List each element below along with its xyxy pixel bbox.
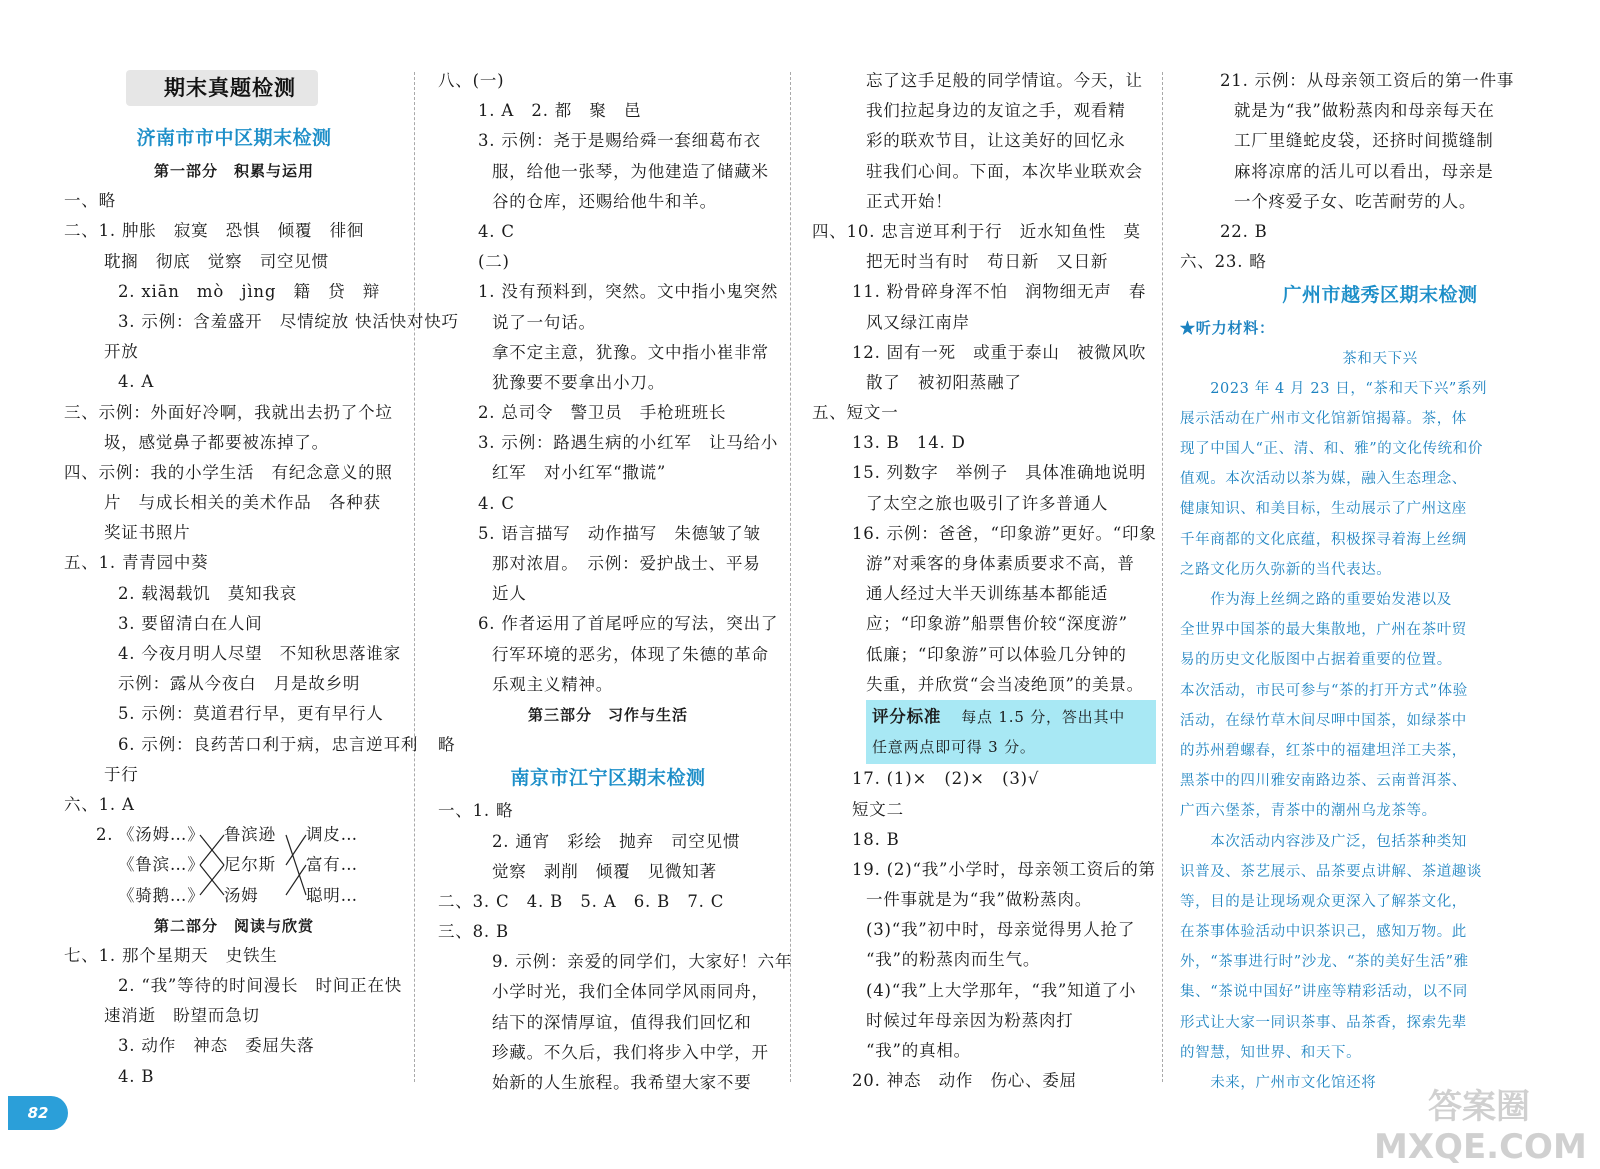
watermark: 答案圈 MXQE.COM — [1374, 1087, 1587, 1167]
matching-item: 《鲁滨…》 — [118, 855, 205, 875]
answer-line: 2. xiān mò jìng 籍 贷 辩 — [118, 281, 380, 301]
answer-line: 3. 动作 神态 委屈失落 — [118, 1036, 315, 1056]
answer-line: 4. 今夜月明人尽望 不知秋思落谁家 — [118, 644, 401, 663]
answer-list — [812, 66, 1157, 700]
article-line: 识普及、茶艺展示、品茶要点讲解、茶道趣谈 — [1180, 863, 1482, 880]
article-line: 作为海上丝绸之路的重要始发港以及 — [1180, 592, 1452, 608]
answer-line: 18. B — [852, 829, 900, 849]
article-line: 的智慧，知世界、和天下。 — [1180, 1044, 1362, 1061]
answer-line: 风又绿江南岸 — [866, 312, 970, 332]
article-line: 本次活动，市民可参与“茶的打开方式”体验 — [1180, 682, 1468, 699]
answer-line: 短文二 — [852, 799, 904, 819]
answer-line: 行军环境的恶劣，体现了朱德的革命 — [492, 644, 769, 664]
column-3 — [812, 66, 1157, 1096]
answer-list — [438, 796, 793, 1098]
answer-line: 驻我们心间。下面，本次毕业联欢会 — [866, 161, 1143, 181]
answer-line: 彩的联欢节目，让这美好的回忆永 — [866, 131, 1126, 151]
answer-line: 圾，感觉鼻子都要被冻掉了。 — [104, 432, 329, 452]
answer-line: 二、1. 肿胀 寂寞 恐惧 倾覆 徘徊 — [64, 221, 365, 241]
matching-question — [64, 820, 404, 911]
answer-line: 乐观主义精神。 — [492, 674, 614, 694]
answer-line: 2. “我”等待的时间漫长 时间正在快 — [118, 976, 403, 996]
answer-line: 3. 示例：含羞盛开 尽情绽放 快活快对快巧 — [118, 311, 459, 331]
answer-line: 犹豫要不要拿出小刀。 — [492, 372, 665, 392]
answer-line: 三、8. B — [438, 922, 509, 942]
article-line: 之路文化历久弥新的当代表达。 — [1180, 561, 1392, 578]
article-line: 千年商都的文化底蕴，积极探寻着海上丝绸 — [1180, 531, 1467, 548]
answer-list — [64, 186, 459, 820]
answer-line: 麻将凉席的活儿可以看出，母亲是 — [1234, 161, 1494, 181]
answer-line: 4. B — [118, 1066, 155, 1086]
answer-line: 拿不定主意，犹豫。文中指小崔非常 — [492, 342, 769, 362]
answer-line: 八、(一) — [438, 71, 505, 90]
answer-line: 低廉；“印象游”可以体验几分钟的 — [866, 644, 1127, 664]
article-title: 茶和天下兴 — [1342, 350, 1418, 367]
answer-line: 正式开始！ — [866, 191, 953, 211]
answer-line: 五、1. 青青园中葵 — [64, 553, 209, 573]
answer-line: (二) — [478, 252, 510, 272]
matching-item: 鲁滨逊 — [224, 825, 276, 845]
answer-line: 那对浓眉。 示例：爱护战士、平易 — [492, 554, 761, 573]
column-1 — [64, 120, 459, 1092]
answer-line: 了太空之旅也吸引了许多普通人 — [866, 493, 1109, 513]
section-title: 南京市江宁区期末检测 — [510, 767, 706, 790]
part-title: 第二部分 阅读与欣赏 — [153, 916, 314, 935]
article-line: 黑茶中的四川雅安南路边茶、云南普洱茶、 — [1180, 773, 1467, 790]
answer-line: (3)“我”初中时，母亲觉得男人抢了 — [866, 920, 1136, 940]
article-line: 集、“茶说中国好”讲座等精彩活动，以不同 — [1180, 984, 1468, 1001]
answer-line: 4. C — [478, 493, 515, 513]
scoring-text: 任意两点即可得 3 分。 — [872, 738, 1036, 757]
answer-line: 3. 示例：尧于是赐给舜一套细葛布衣 — [478, 131, 761, 151]
answer-line: 近人 — [492, 584, 527, 604]
matching-item: 《汤姆…》 — [118, 825, 205, 845]
answer-line: 四、示例：我的小学生活 有纪念意义的照 — [64, 462, 393, 482]
answer-line: 始新的人生旅程。我希望大家不要 — [492, 1073, 752, 1092]
article-line: 外，“茶事进行时”沙龙、“茶的美好生活”雅 — [1180, 954, 1469, 971]
answer-line: 把无时当有时 苟日新 又日新 — [866, 252, 1109, 272]
answer-line: 时候过年母亲因为粉蒸肉打 — [866, 1010, 1074, 1030]
scoring-text: 每点 1.5 分，答出其中 — [961, 707, 1126, 726]
matching-item: 调皮… — [306, 825, 358, 845]
page-title: 期末真题检测 — [126, 70, 318, 106]
answer-line: 游”对乘客的身体素质要求不高，普 — [866, 554, 1135, 573]
answer-line: 一件事就是为“我”做粉蒸肉。 — [866, 890, 1093, 910]
answer-line: 2. 总司令 警卫员 手枪班班长 — [478, 403, 727, 423]
listening-label: ★听力材料： — [1180, 319, 1275, 338]
answer-line: 红军 对小红军“撒谎” — [492, 463, 667, 483]
section-title: 济南市市中区期末检测 — [136, 127, 332, 149]
answer-line: 谷的仓库，还赐给他牛和羊。 — [492, 191, 717, 211]
column-2 — [438, 66, 793, 1098]
answer-line: 12. 固有一死 或重于泰山 被微风吹 — [852, 342, 1147, 362]
column-divider — [414, 72, 415, 1082]
answer-line: 11. 粉骨碎身浑不怕 润物细无声 春 — [852, 282, 1147, 302]
article-line: 健康知识、和美目标，生动展示了广州这座 — [1180, 501, 1467, 518]
article-line: 易的历史文化版图中占据着重要的位置。 — [1180, 652, 1452, 669]
answer-line: 一、略 — [64, 191, 116, 211]
page-number: 82 — [8, 1096, 68, 1130]
answer-line: 19. (2)“我”小学时，母亲领工资后的第 — [852, 859, 1156, 879]
answer-line: 七、1. 那个星期天 史铁生 — [64, 945, 278, 965]
answer-line: 示例：露从今夜白 月是故乡明 — [118, 674, 361, 694]
answer-line: 4. C — [478, 221, 515, 241]
answer-line: 15. 列数字 举例子 具体准确地说明 — [852, 463, 1147, 483]
answer-line: 20. 神态 动作 伤心、委屈 — [852, 1071, 1077, 1091]
answer-list — [64, 941, 404, 1092]
article-line: 全世界中国茶的最大集散地，广州在茶叶贸 — [1180, 622, 1467, 639]
answer-line: 2. 通宵 彩绘 抛弃 司空见惯 — [492, 831, 741, 851]
answer-line: 耽搁 彻底 觉察 司空见惯 — [104, 251, 329, 271]
answer-line: 2. 载渴载饥 莫知我哀 — [118, 583, 298, 603]
matching-item: 富有… — [306, 855, 358, 875]
answer-line: 四、10. 忠言逆耳利于行 近水知鱼性 莫 — [812, 221, 1141, 241]
part-title: 第三部分 习作与生活 — [527, 705, 688, 724]
answer-line: 说了一句话。 — [492, 312, 596, 332]
answer-line: 22. B — [1220, 221, 1268, 241]
answer-line: 5. 语言描写 动作描写 朱德皱了皱 — [478, 523, 761, 543]
article-line: 现了中国人“正、清、和、雅”的文化传统和价 — [1180, 441, 1483, 458]
answer-line: 17. (1)× (2)× (3)√ — [852, 769, 1040, 789]
answer-line: 13. B 14. D — [852, 433, 966, 453]
answer-line: 六、1. A — [64, 794, 135, 814]
answer-line: 应；“印象游”船票售价较“深度游” — [866, 614, 1128, 634]
answer-list — [812, 764, 1156, 1096]
answer-line: (4)“我”上大学那年，“我”知道了小 — [866, 980, 1137, 1000]
answer-line: 一、1. 略 — [438, 801, 514, 821]
answer-line: 三、示例：外面好冷啊，我就出去扔了个垃 — [64, 402, 393, 422]
answer-line: 结下的深情厚谊，值得我们回忆和 — [492, 1012, 752, 1032]
answer-line: 片 与成长相关的美术作品 各种获 — [104, 493, 381, 513]
answer-line: 一个疼爱子女、吃苦耐劳的人。 — [1234, 191, 1477, 211]
answer-line: 3. 示例：路遇生病的小红军 让马给小 — [478, 433, 779, 453]
part-title: 第一部分 积累与运用 — [153, 162, 314, 180]
answer-line: 二、3. C 4. B 5. A 6. B 7. C — [438, 891, 725, 911]
article-line: 在茶事体验活动中识茶识己，感知万物。此 — [1180, 924, 1467, 941]
answer-line: 3. 要留清白在人间 — [118, 613, 263, 633]
scoring-box — [866, 700, 1156, 764]
answer-line: 珍藏。不久后，我们将步入中学，开 — [492, 1042, 769, 1062]
article-line: 2023 年 4 月 23 日，“茶和天下兴”系列 — [1180, 380, 1488, 397]
scoring-label: 评分标准 — [872, 706, 942, 726]
matching-label: 2. — [96, 825, 114, 845]
answer-line: 我们拉起身边的友谊之手，观看精 — [866, 101, 1126, 121]
omit-text: 略 — [438, 735, 456, 755]
article-line: 本次活动内容涉及广泛，包括茶种类知 — [1180, 833, 1467, 850]
article-line: 未来，广州市文化馆还将 — [1180, 1075, 1377, 1091]
answer-line: 就是为“我”做粉蒸肉和母亲每天在 — [1234, 101, 1495, 121]
answer-line: “我”的真相。 — [866, 1041, 971, 1060]
answer-line: 于行 — [104, 764, 139, 784]
answer-line: 失重，并欣赏“会当凌绝顶”的美景。 — [866, 674, 1144, 694]
answer-line: 散了 被初阳蒸融了 — [866, 372, 1022, 392]
answer-line: 4. A — [118, 372, 155, 392]
matching-item: 汤姆 — [224, 885, 259, 905]
column-divider — [790, 72, 791, 1082]
answer-line: 21. 示例：从母亲领工资后的第一件事 — [1220, 71, 1515, 90]
answer-line: 服，给他一张琴，为他建造了储藏米 — [492, 161, 769, 181]
answer-line: 忘了这手足般的同学情谊。今天，让 — [866, 71, 1143, 90]
answer-line: 小学时光，我们全体同学风雨同舟， — [492, 982, 769, 1002]
answer-line: 通人经过大半天训练基本都能适 — [866, 584, 1109, 604]
answer-line: “我”的粉蒸肉而生气。 — [866, 950, 1041, 970]
answer-line: 六、23. 略 — [1180, 252, 1267, 272]
article-line: 活动，在绿竹草木间尽呷中国茶，如绿茶中 — [1180, 712, 1467, 729]
answer-line: 9. 示例：亲爱的同学们，大家好！六年 — [492, 952, 793, 972]
matching-item: 聪明… — [306, 885, 358, 905]
article-line: 广西六堡茶，青茶中的潮州乌龙茶等。 — [1180, 803, 1437, 820]
answer-line: 1. A 2. 都 聚 邑 — [478, 101, 642, 121]
article-line: 形式让大家一同识茶事、品茶香，探索先辈 — [1180, 1014, 1467, 1031]
answer-line: 五、短文一 — [812, 403, 899, 423]
article-line: 值观。本次活动以茶为媒，融入生态理念、 — [1180, 471, 1467, 488]
column-4 — [1180, 66, 1580, 1098]
answer-line: 工厂里缝蛇皮袋，还挤时间揽缝制 — [1234, 131, 1494, 151]
article-body — [1180, 374, 1580, 1099]
answer-line: 5. 示例：莫道君行早，更有早行人 — [118, 704, 384, 724]
answer-line: 速消逝 盼望而急切 — [104, 1006, 260, 1026]
article-line: 的苏州碧螺春，红茶中的福建坦洋工夫茶， — [1180, 742, 1467, 759]
matching-item: 《骑鹅…》 — [118, 885, 205, 905]
article-line: 等，目的是让现场观众更深入了解茶文化， — [1180, 893, 1467, 910]
answer-line: 6. 示例：良药苦口利于病，忠言逆耳利 — [118, 734, 419, 754]
answer-line: 奖证书照片 — [104, 523, 191, 543]
answer-line: 16. 示例：爸爸，“印象游”更好。“印象 — [852, 523, 1157, 543]
answer-list — [1180, 66, 1580, 277]
answer-line: 1. 没有预料到，突然。文中指小鬼突然 — [478, 282, 779, 302]
answer-line: 开放 — [104, 342, 139, 362]
article-line: 展示活动在广州市文化馆新馆揭幕。茶，体 — [1180, 410, 1467, 427]
column-divider — [1162, 72, 1163, 1082]
answer-list — [438, 66, 778, 700]
answer-line: 觉察 剥削 倾覆 见微知著 — [492, 861, 717, 881]
matching-item: 尼尔斯 — [224, 855, 276, 875]
answer-line: 6. 作者运用了首尾呼应的写法，突出了 — [478, 614, 779, 634]
section-title: 广州市越秀区期末检测 — [1282, 284, 1478, 307]
